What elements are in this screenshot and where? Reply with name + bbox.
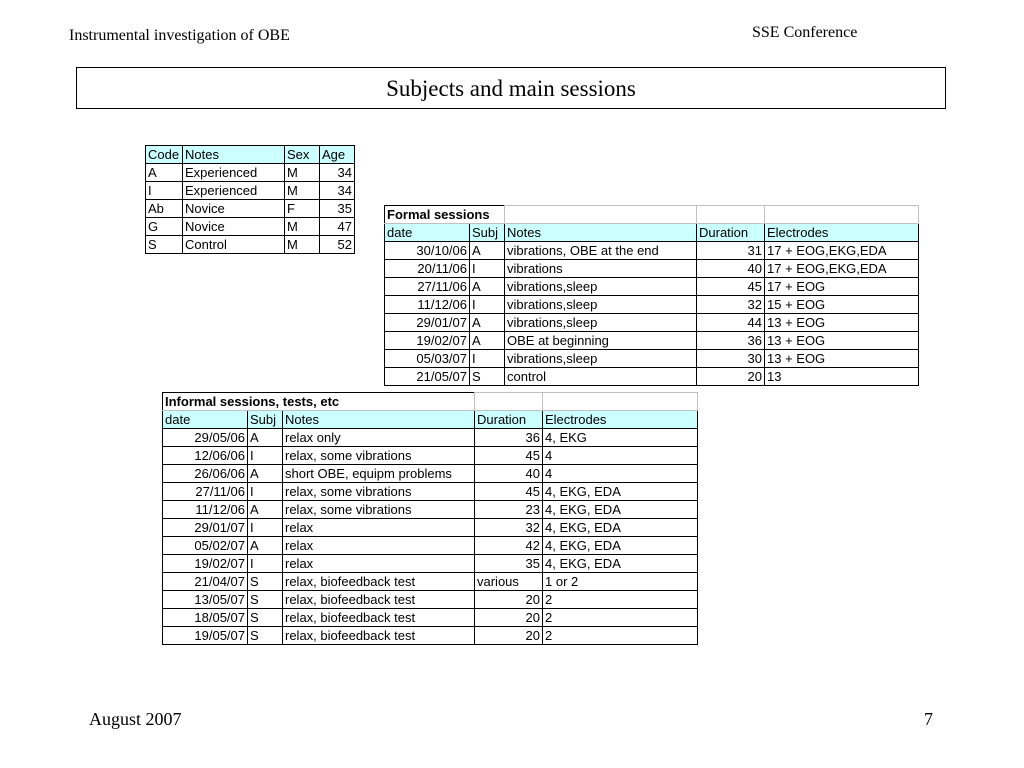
table-cell: 2	[543, 609, 698, 627]
table-cell: 4	[543, 465, 698, 483]
column-header: Notes	[283, 411, 475, 429]
table-cell: 19/02/07	[385, 332, 470, 350]
table-cell: 13/05/07	[163, 591, 248, 609]
table-cell: 1 or 2	[543, 573, 698, 591]
table-cell: 20	[475, 609, 543, 627]
table-cell: 13	[765, 368, 919, 386]
table-cell: 32	[475, 519, 543, 537]
table-cell: 34	[320, 182, 355, 200]
table-cell: 20	[475, 591, 543, 609]
table-cell: 20	[697, 368, 765, 386]
table-cell: 47	[320, 218, 355, 236]
table-cell: 20	[475, 627, 543, 645]
table-cell: 18/05/07	[163, 609, 248, 627]
table-cell: A	[248, 537, 283, 555]
column-header: Electrodes	[543, 411, 698, 429]
table-cell: 2	[543, 591, 698, 609]
informal-header-row	[163, 411, 698, 429]
table-cell: 27/11/06	[163, 483, 248, 501]
column-header: Subj	[470, 224, 505, 242]
table-cell: Experienced	[183, 182, 285, 200]
table-cell: M	[285, 182, 320, 200]
table-row	[163, 447, 698, 465]
column-header: date	[385, 224, 470, 242]
table-cell: relax, some vibrations	[283, 483, 475, 501]
table-cell: 32	[697, 296, 765, 314]
table-cell: vibrations	[505, 260, 697, 278]
table-row	[163, 429, 698, 447]
formal-header-row	[385, 224, 919, 242]
table-cell: A	[146, 164, 183, 182]
table-row	[385, 278, 919, 296]
table-cell: I	[248, 483, 283, 501]
table-cell: I	[248, 447, 283, 465]
table-row	[146, 164, 355, 182]
table-cell: 52	[320, 236, 355, 254]
table-cell: 29/05/06	[163, 429, 248, 447]
table-cell: OBE at beginning	[505, 332, 697, 350]
table-cell: 17 + EOG,EKG,EDA	[765, 242, 919, 260]
table-cell: 17 + EOG	[765, 278, 919, 296]
table-cell: Experienced	[183, 164, 285, 182]
formal-caption-row	[385, 206, 919, 224]
table-cell: A	[470, 242, 505, 260]
page-number: 7	[924, 709, 933, 729]
table-cell: Novice	[183, 200, 285, 218]
table-cell: vibrations,sleep	[505, 350, 697, 368]
table-row	[163, 591, 698, 609]
table-cell: I	[470, 296, 505, 314]
table-cell: relax, biofeedback test	[283, 627, 475, 645]
table-cell: 11/12/06	[163, 501, 248, 519]
table-cell: 42	[475, 537, 543, 555]
table-cell: relax	[283, 555, 475, 573]
table-cell: A	[470, 278, 505, 296]
table-cell: 15 + EOG	[765, 296, 919, 314]
table-cell: 20/11/06	[385, 260, 470, 278]
table-cell: Ab	[146, 200, 183, 218]
table-cell: I	[470, 260, 505, 278]
footer-date: August 2007	[89, 709, 182, 729]
subjects-table	[145, 145, 355, 254]
table-cell: 29/01/07	[385, 314, 470, 332]
table-cell: relax, biofeedback test	[283, 573, 475, 591]
table-cell: A	[248, 465, 283, 483]
table-cell: 45	[697, 278, 765, 296]
table-cell: M	[285, 164, 320, 182]
table-cell: vibrations,sleep	[505, 296, 697, 314]
table-cell: 30/10/06	[385, 242, 470, 260]
table-cell: relax, biofeedback test	[283, 609, 475, 627]
header-right-title: SSE Conference	[752, 24, 858, 41]
table-cell: vibrations,sleep	[505, 314, 697, 332]
column-header: Sex	[285, 146, 320, 164]
subjects-header-row	[146, 146, 355, 164]
table-row	[385, 314, 919, 332]
table-cell: 11/12/06	[385, 296, 470, 314]
table-cell: F	[285, 200, 320, 218]
table-cell: 44	[697, 314, 765, 332]
informal-sessions-table	[162, 392, 698, 645]
table-cell: 4, EKG, EDA	[543, 519, 698, 537]
empty-cell	[765, 206, 919, 224]
table-row	[385, 296, 919, 314]
table-cell: 31	[697, 242, 765, 260]
table-cell: 30	[697, 350, 765, 368]
table-cell: A	[470, 314, 505, 332]
table-cell: control	[505, 368, 697, 386]
table-cell: 4, EKG, EDA	[543, 483, 698, 501]
column-header: Notes	[505, 224, 697, 242]
table-cell: 45	[475, 483, 543, 501]
table-cell: 40	[475, 465, 543, 483]
table-row	[146, 182, 355, 200]
table-cell: 4, EKG	[543, 429, 698, 447]
table-cell: 2	[543, 627, 698, 645]
informal-caption-row	[163, 393, 698, 411]
table-cell: S	[248, 609, 283, 627]
table-cell: 29/01/07	[163, 519, 248, 537]
table-row	[385, 350, 919, 368]
table-cell: 40	[697, 260, 765, 278]
column-header: Subj	[248, 411, 283, 429]
formal-sessions-caption: Formal sessions	[385, 206, 505, 224]
table-cell: relax only	[283, 429, 475, 447]
table-cell: 21/05/07	[385, 368, 470, 386]
table-cell: various	[475, 573, 543, 591]
table-row	[163, 519, 698, 537]
table-row	[163, 573, 698, 591]
table-cell: A	[248, 429, 283, 447]
table-cell: Novice	[183, 218, 285, 236]
column-header: Code	[146, 146, 183, 164]
table-row	[163, 537, 698, 555]
table-row	[163, 483, 698, 501]
table-cell: 17 + EOG,EKG,EDA	[765, 260, 919, 278]
table-cell: S	[248, 573, 283, 591]
table-cell: S	[146, 236, 183, 254]
table-cell: 12/06/06	[163, 447, 248, 465]
table-cell: 4, EKG, EDA	[543, 555, 698, 573]
table-cell: 19/02/07	[163, 555, 248, 573]
table-cell: A	[248, 501, 283, 519]
table-cell: 05/03/07	[385, 350, 470, 368]
table-cell: G	[146, 218, 183, 236]
table-cell: 27/11/06	[385, 278, 470, 296]
table-cell: Control	[183, 236, 285, 254]
table-cell: I	[146, 182, 183, 200]
table-cell: 23	[475, 501, 543, 519]
table-cell: 45	[475, 447, 543, 465]
table-row	[163, 609, 698, 627]
table-cell: 36	[697, 332, 765, 350]
table-cell: 26/06/06	[163, 465, 248, 483]
table-row	[385, 332, 919, 350]
table-cell: M	[285, 236, 320, 254]
empty-cell	[475, 393, 543, 411]
table-row	[385, 242, 919, 260]
table-cell: 13 + EOG	[765, 314, 919, 332]
table-cell: I	[470, 350, 505, 368]
table-row	[146, 218, 355, 236]
table-row	[163, 465, 698, 483]
informal-sessions-caption: Informal sessions, tests, etc	[163, 393, 475, 411]
table-cell: 13 + EOG	[765, 332, 919, 350]
table-cell: short OBE, equipm problems	[283, 465, 475, 483]
header-left-title: Instrumental investigation of OBE	[69, 27, 290, 44]
table-cell: S	[248, 627, 283, 645]
empty-cell	[697, 206, 765, 224]
table-row	[146, 236, 355, 254]
formal-sessions-table	[384, 205, 919, 386]
table-cell: relax	[283, 519, 475, 537]
table-cell: 35	[320, 200, 355, 218]
table-cell: relax, some vibrations	[283, 501, 475, 519]
table-cell: 35	[475, 555, 543, 573]
table-row	[385, 368, 919, 386]
table-cell: vibrations, OBE at the end	[505, 242, 697, 260]
column-header: Duration	[475, 411, 543, 429]
table-cell: 34	[320, 164, 355, 182]
table-cell: S	[470, 368, 505, 386]
table-cell: 36	[475, 429, 543, 447]
empty-cell	[543, 393, 698, 411]
column-header: date	[163, 411, 248, 429]
table-cell: relax	[283, 537, 475, 555]
table-row	[163, 555, 698, 573]
empty-cell	[505, 206, 697, 224]
table-row	[163, 501, 698, 519]
table-cell: S	[248, 591, 283, 609]
table-cell: M	[285, 218, 320, 236]
table-cell: A	[470, 332, 505, 350]
table-cell: I	[248, 519, 283, 537]
table-cell: 19/05/07	[163, 627, 248, 645]
column-header: Electrodes	[765, 224, 919, 242]
table-row	[385, 260, 919, 278]
table-cell: 4, EKG, EDA	[543, 501, 698, 519]
table-cell: 4, EKG, EDA	[543, 537, 698, 555]
table-cell: relax, some vibrations	[283, 447, 475, 465]
table-cell: relax, biofeedback test	[283, 591, 475, 609]
column-header: Age	[320, 146, 355, 164]
table-cell: 05/02/07	[163, 537, 248, 555]
column-header: Notes	[183, 146, 285, 164]
table-cell: I	[248, 555, 283, 573]
table-row	[146, 200, 355, 218]
column-header: Duration	[697, 224, 765, 242]
table-row	[163, 627, 698, 645]
table-cell: vibrations,sleep	[505, 278, 697, 296]
table-cell: 21/04/07	[163, 573, 248, 591]
table-cell: 4	[543, 447, 698, 465]
table-cell: 13 + EOG	[765, 350, 919, 368]
slide-title: Subjects and main sessions	[76, 67, 946, 109]
